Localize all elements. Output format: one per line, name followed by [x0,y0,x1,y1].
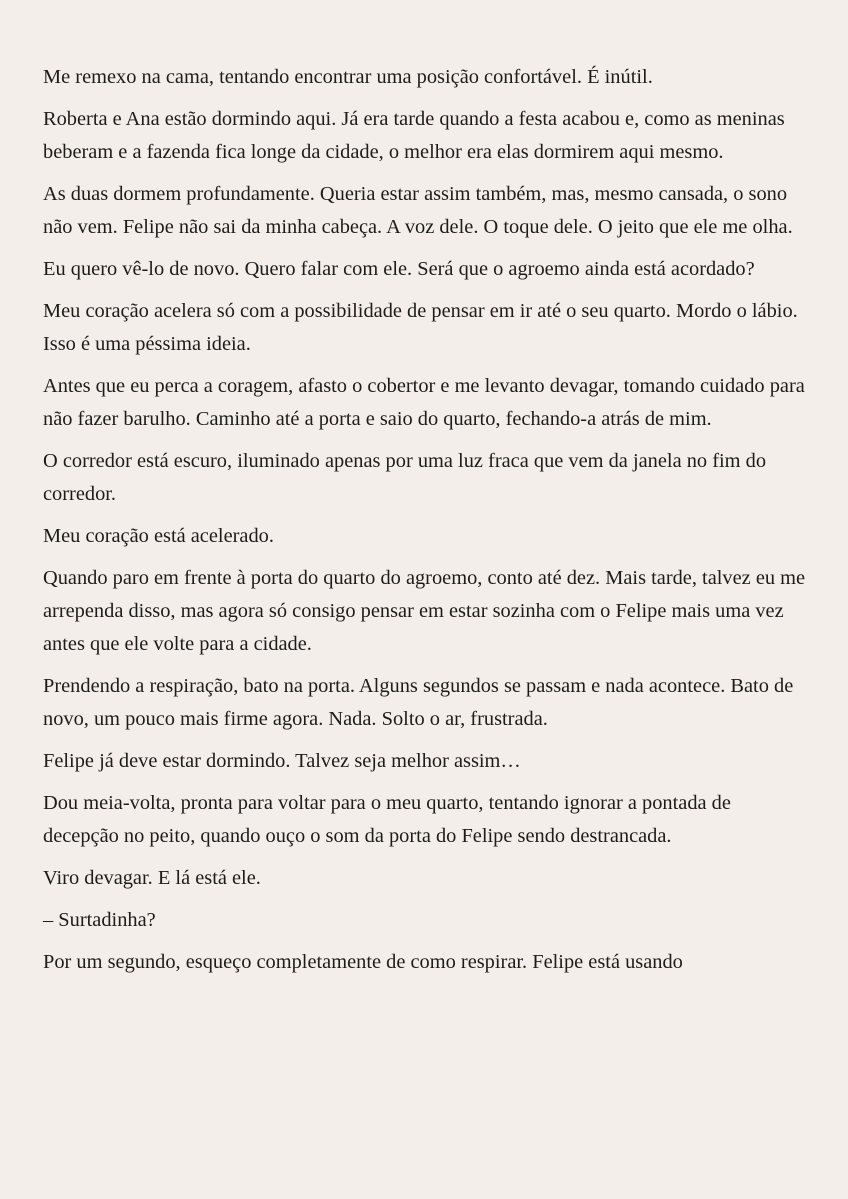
paragraph-7: O corredor está escuro, iluminado apenas por uma luz fraca que vem da janela no fim do corredor. [43,450,767,505]
paragraph-1: Me remexo na cama, tentando encontrar uma posição confortável. É inútil. [43,66,653,88]
paragraph-11: Felipe já deve estar dormindo. Talvez seja melhor assim… [43,750,521,772]
paragraph-9: Quando paro em frente à porta do quarto do agroemo, conto até dez. Mais tarde, talvez eu me arrependa disso, mas agora só consigo pensar em estar sozinha com o Felipe mais uma vez antes que ele volte para a cidade. [43,567,806,655]
paragraph-6: Antes que eu perca a coragem, afasto o cobertor e me levanto devagar, tomando cuidado para não fazer barulho. Caminho até a porta e saio do quarto, fechando-a atrás de mim. [43,375,805,430]
paragraph-14: – Surtadinha? [43,909,156,931]
paragraph-3: As duas dormem profundamente. Queria estar assim também, mas, mesmo cansada, o sono não vem. Felipe não sai da minha cabeça. A voz dele. O toque dele. O jeito que ele me olha. [43,183,793,238]
paragraph-13: Viro devagar. E lá está ele. [43,867,261,889]
paragraph-15: Por um segundo, esqueço completamente de como respirar. Felipe está usando [43,951,683,973]
paragraph-10: Prendendo a respiração, bato na porta. Alguns segundos se passam e nada acontece. Bato de novo, um pouco mais firme agora. Nada. Solto o ar, frustrada. [43,675,794,730]
paragraph-12: Dou meia-volta, pronta para voltar para o meu quarto, tentando ignorar a pontada de decepção no peito, quando ouço o som da porta do Felipe sendo destrancada. [43,792,731,847]
paragraph-8: Meu coração está acelerado. [43,525,274,547]
paragraph-2: Roberta e Ana estão dormindo aqui. Já era tarde quando a festa acabou e, como as meninas beberam e a fazenda fica longe da cidade, o melhor era elas dormirem aqui mesmo. [43,108,785,163]
paragraph-4: Eu quero vê-lo de novo. Quero falar com ele. Será que o agroemo ainda está acordado? [43,258,755,280]
paragraph-5: Meu coração acelera só com a possibilidade de pensar em ir até o seu quarto. Mordo o lábio. Isso é uma péssima ideia. [43,300,798,355]
